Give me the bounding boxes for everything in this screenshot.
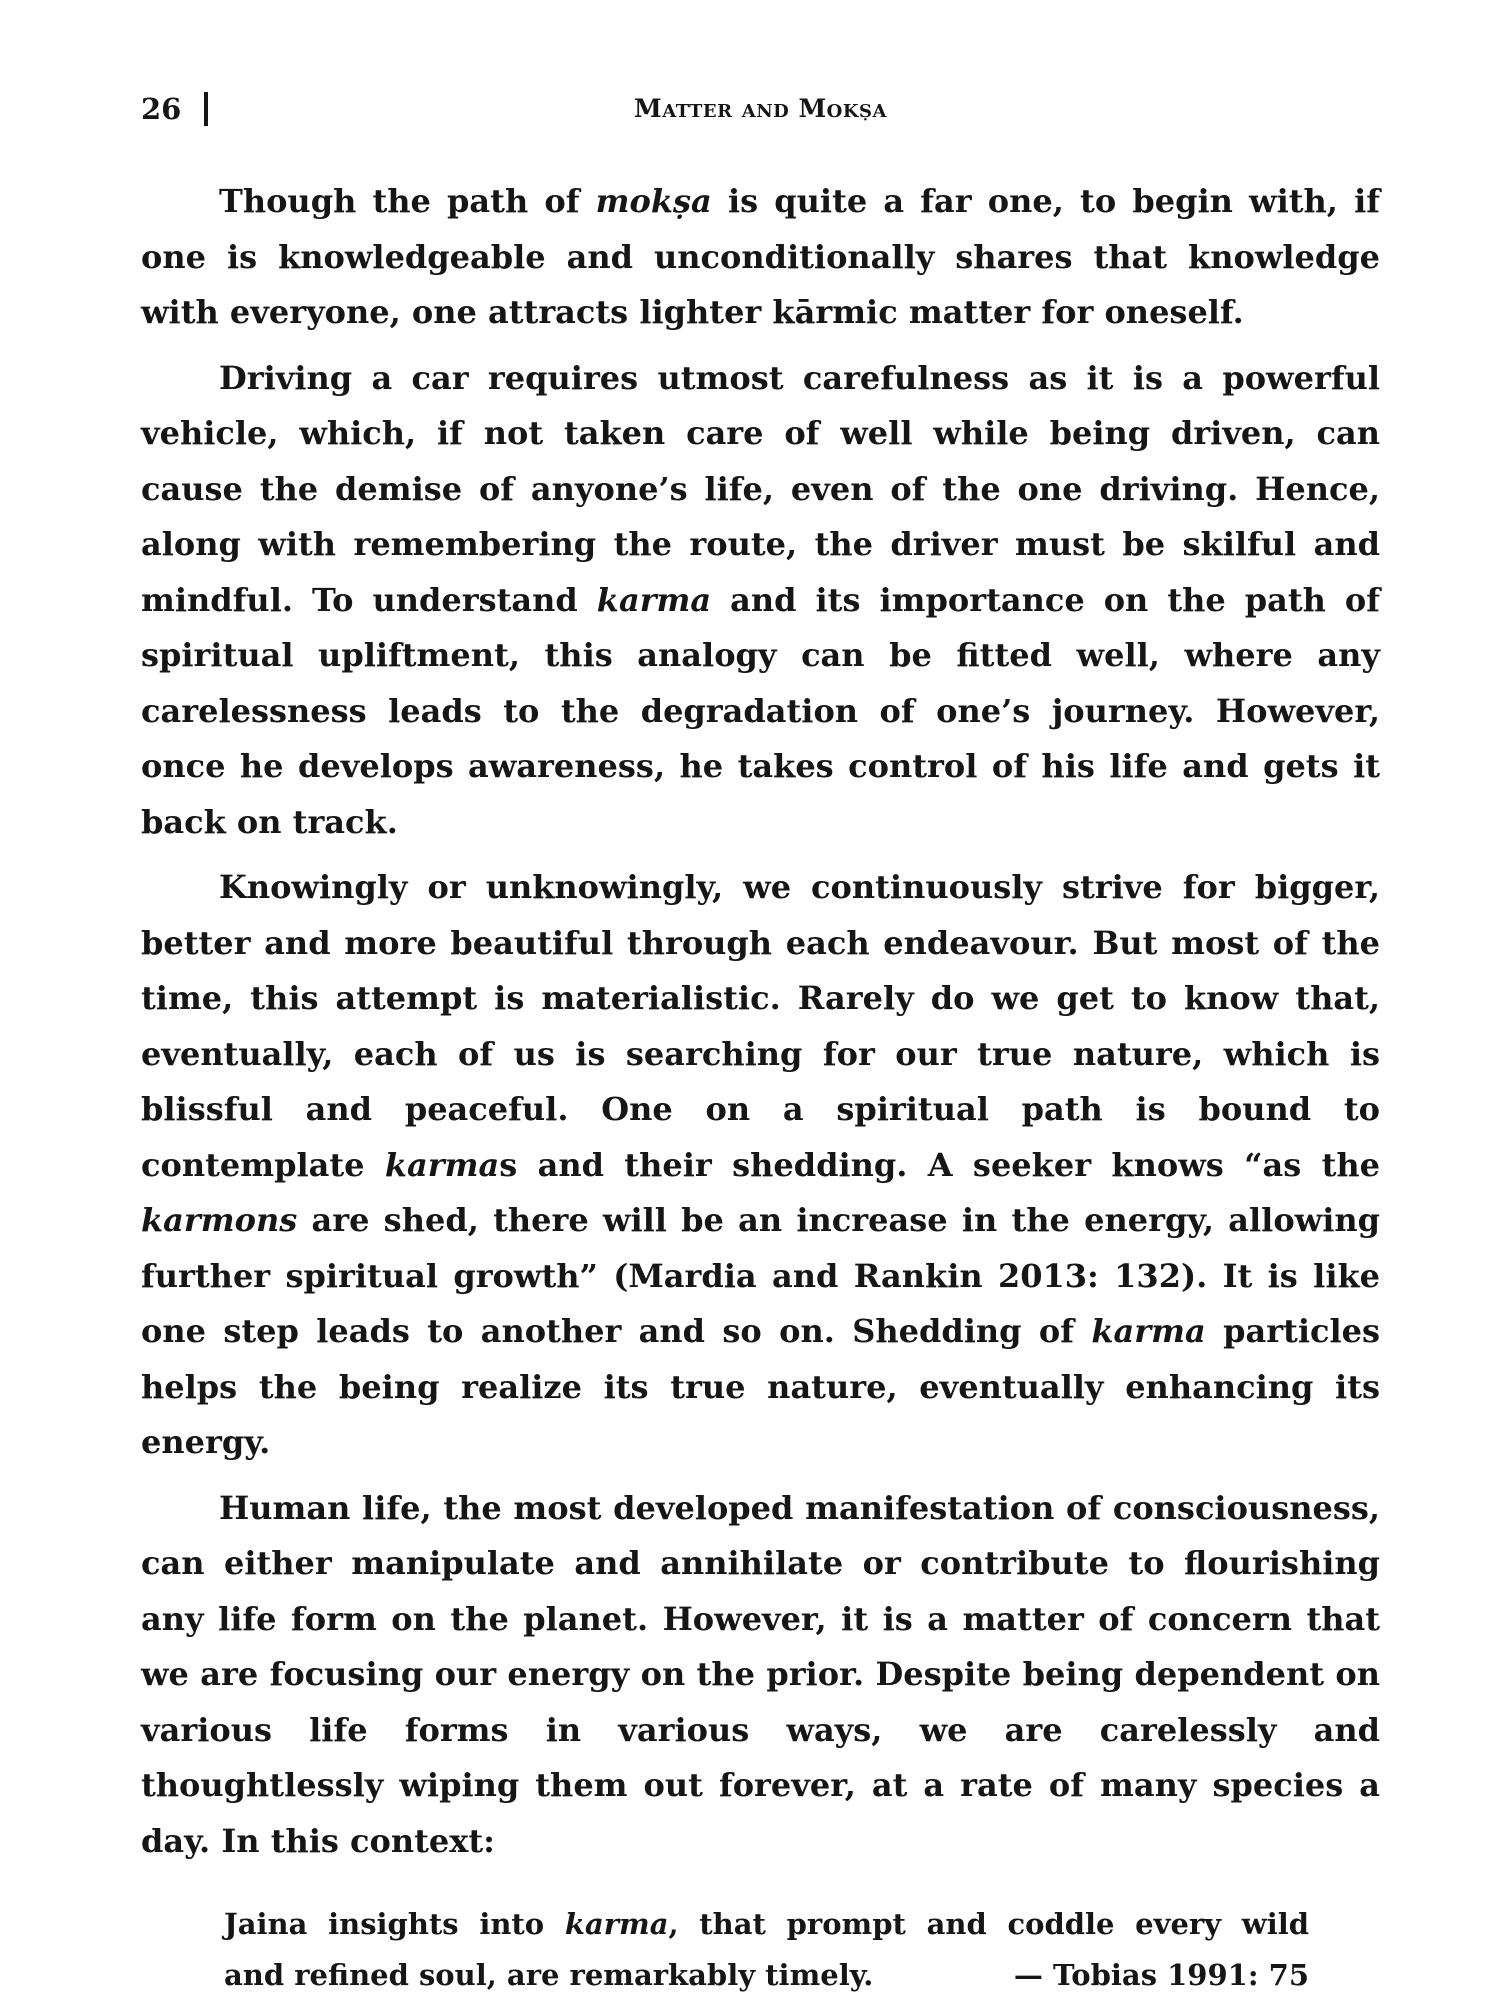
quote-line-1 xyxy=(224,1899,1309,1950)
running-head xyxy=(141,86,1380,126)
paragraph-1 xyxy=(141,174,1380,341)
text-run: and its importance on the path of spiritual upliftment, this analogy can be fitted well, where any carelessness leads to the degradation of one’s journey. However, once he develops awareness, he takes control of his life and gets it back on track. xyxy=(141,580,1381,841)
text-run: Knowingly or unknowingly, we continuously strive for bigger, better and more beautiful through each endeavour. But most of the time, this attempt is materialistic. Rarely do we get to know that, eventually, each of us is searching for our true nature, which is blissful and peaceful. One on a spiritual path is bound to contemplate xyxy=(141,868,1380,1184)
paragraph-4 xyxy=(141,1481,1380,1870)
block-quote xyxy=(224,1899,1309,2001)
text-run: is quite a far one, to begin with, if one is knowledgeable and unconditionally shares that knowledge with everyone, one attracts lighter kārmic matter for oneself. xyxy=(141,182,1381,331)
text-run: particles helps the being realize its true nature, eventually enhancing its energy. xyxy=(141,1312,1381,1461)
quote-line-2 xyxy=(224,1950,1309,2001)
paragraph-3 xyxy=(141,860,1380,1471)
italic-term: mokṣa xyxy=(595,182,712,220)
text-run: Though the path of xyxy=(219,182,596,220)
italic-term: karmons xyxy=(141,1201,298,1239)
page-body xyxy=(141,174,1380,2001)
paragraph-2 xyxy=(141,351,1380,851)
italic-term: karma xyxy=(596,580,712,619)
italic-term: karma xyxy=(1091,1312,1206,1350)
text-run: Human life, the most developed manifestation of consciousness, can either manipulate and annihilate or contribute to flourishing any life form on the planet. However, it is a matter of concern that we are focusing our energy on the prior. Despite being dependent on various life forms in various ways, we are carelessly and thoughtlessly wiping them out forever, at a rate of many species a day. In this context: xyxy=(141,1488,1380,1860)
page-number: 26 xyxy=(141,92,182,126)
italic-term: karma xyxy=(564,1907,669,1941)
quote-attribution: — Tobias 1991: 75 xyxy=(1013,1958,1309,1992)
text-run: and refined soul, are remarkably timely. xyxy=(224,1958,874,1992)
text-run: s and their shedding. A seeker knows “as the xyxy=(499,1145,1381,1184)
text-run: Driving a car requires utmost carefulness as it is a powerful vehicle, which, if not taken care of well while being driven, can cause the demise of anyone’s life, even of the one driving. Hence, along with remembering the route, the driver must be skilful and mindful. To understand xyxy=(141,358,1380,619)
book-title: Matter and Mokṣa xyxy=(634,94,887,123)
italic-term: karma xyxy=(384,1145,500,1184)
text-run: Jaina insights into xyxy=(224,1907,565,1941)
text-run: , that prompt and coddle every wild xyxy=(668,1907,1310,1941)
text-run: are shed, there will be an increase in the energy, allowing further spiritual growth” (Mardia and Rankin 2013: 132). It is like one step leads to another and so on. Shedding of xyxy=(141,1201,1380,1350)
